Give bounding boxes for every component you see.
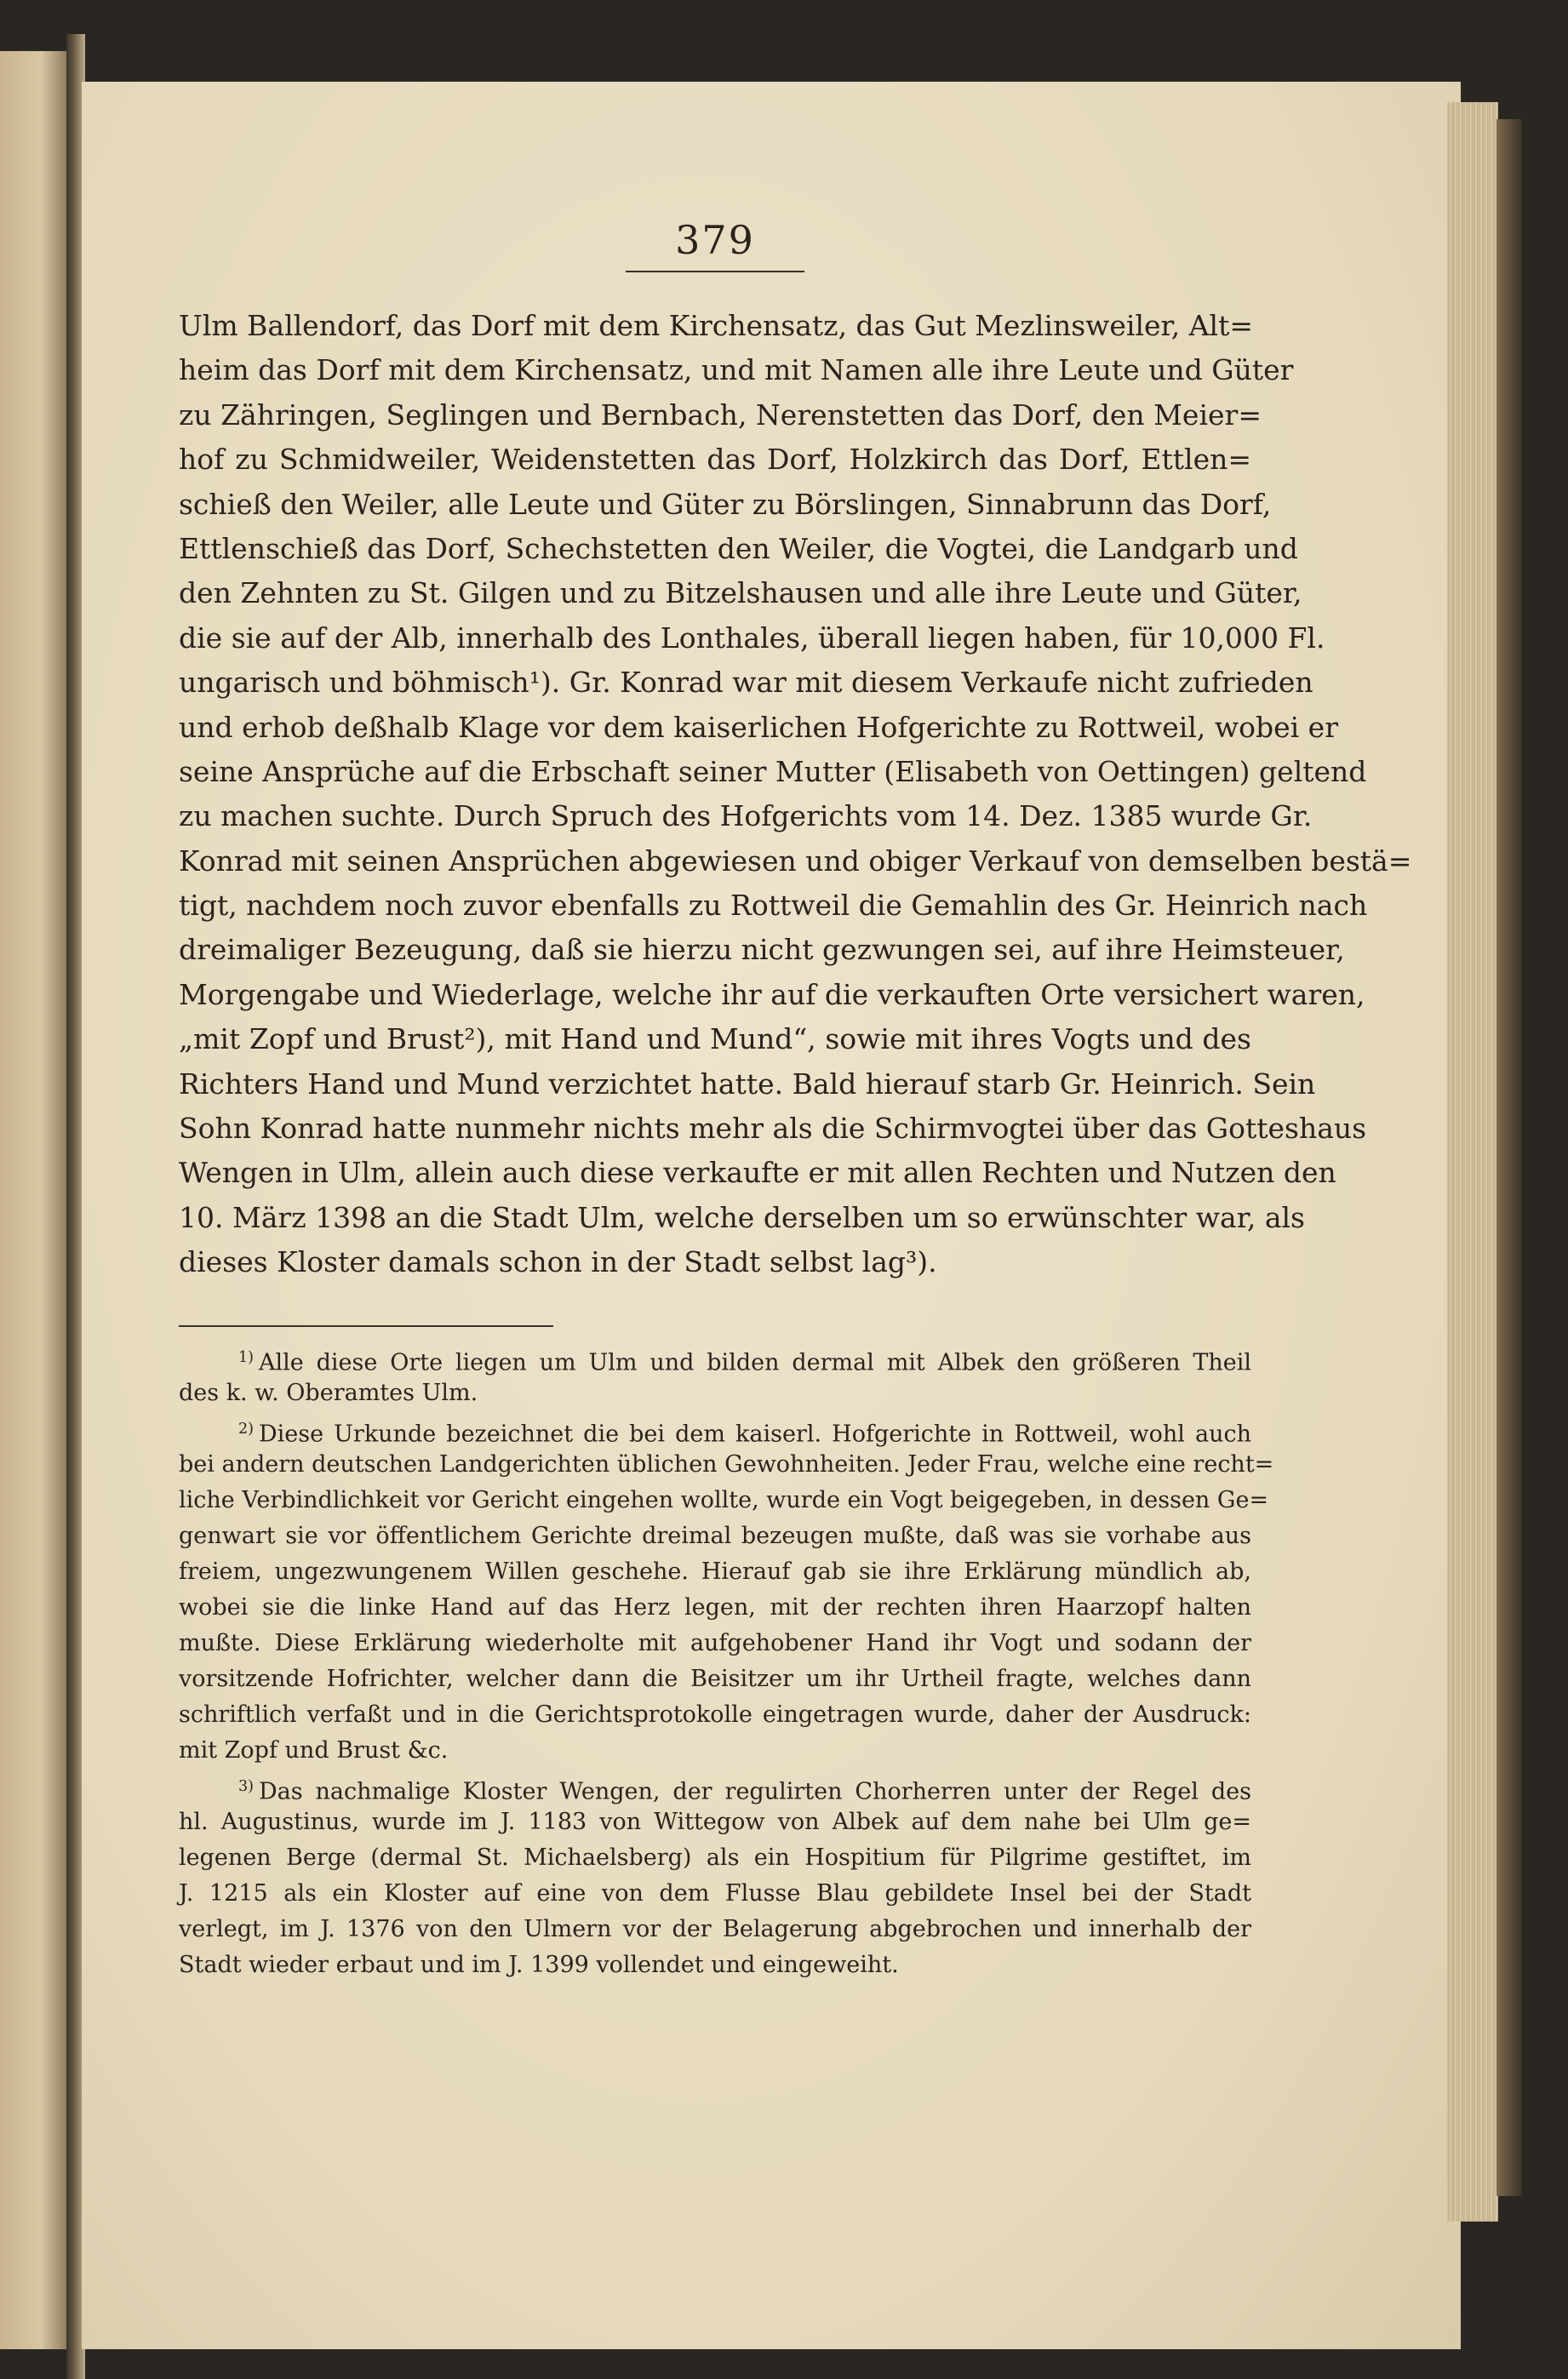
body-line: ungarisch und böhmisch¹). Gr. Konrad war mit diesem Verkaufe nicht zufrieden: [179, 666, 1313, 700]
body-line: zu Zähringen, Seglingen und Bernbach, Nerenstetten das Dorf, den Meier=: [179, 397, 1262, 432]
body-line: 10. März 1398 an die Stadt Ulm, welche derselben um so erwünschter war, als: [179, 1200, 1305, 1234]
footnote-line: mußte. Diese Erklärung wiederholte mit aufgehobener Hand ihr Vogt und sodann der: [179, 1630, 1251, 1656]
footnote-line: wobei sie die linke Hand auf das Herz legen, mit der rechten ihren Haarzopf halten: [179, 1594, 1251, 1621]
body-line: dreimaliger Bezeugung, daß sie hierzu nicht gezwungen sei, auf ihre Heimsteuer,: [179, 933, 1345, 967]
body-line: die sie auf der Alb, innerhalb des Lonthales, überall liegen haben, für 10,000 Fl.: [179, 620, 1325, 655]
body-line: tigt, nachdem noch zuvor ebenfalls zu Rottweil die Gemahlin des Gr. Heinrich nach: [179, 889, 1368, 923]
footnotes: [179, 1340, 1274, 1983]
page-stack-edges: [1447, 102, 1498, 2222]
body-line: „mit Zopf und Brust²), mit Hand und Mund“, sowie mit ihres Vogts und des: [179, 1022, 1251, 1056]
body-line: zu machen suchte. Durch Spruch des Hofgerichts vom 14. Dez. 1385 wurde Gr.: [179, 799, 1313, 833]
body-text: [179, 304, 1412, 1285]
footnote-line: vorsitzende Hofrichter, welcher dann die Beisitzer um ihr Urtheil fragte, welches dann: [179, 1666, 1251, 1692]
body-line: Sohn Konrad hatte nunmehr nichts mehr als die Schirmvogtei über das Gotteshaus: [179, 1112, 1367, 1146]
footnote-line: legenen Berge (dermal St. Michaelsberg) als ein Hospitium für Pilgrime gestiftet, im: [179, 1844, 1251, 1871]
footnote-line: J. 1215 als ein Kloster auf eine von dem Flusse Blau gebildete Insel bei der Stadt: [179, 1880, 1251, 1907]
body-line: Ulm Ballendorf, das Dorf mit dem Kirchensatz, das Gut Mezlinsweiler, Alt=: [179, 309, 1253, 342]
footnote-text: Das nachmalige Kloster Wengen, der regulirten Chorherren unter der Regel des: [259, 1778, 1251, 1805]
facing-page-edge: [0, 51, 68, 2349]
footnote-line: schriftlich verfaßt und in die Gerichtsprotokolle eingetragen wurde, daher der Ausdruck:: [179, 1701, 1251, 1728]
body-line: hof zu Schmidweiler, Weidenstetten das Dorf, Holzkirch das Dorf, Ettlen=: [179, 443, 1251, 477]
body-line: Morgengabe und Wiederlage, welche ihr auf die verkauften Orte versichert waren,: [179, 977, 1365, 1011]
body-line: Richters Hand und Mund verzichtet hatte. Bald hierauf starb Gr. Heinrich. Sein: [179, 1067, 1316, 1101]
page-number: 379: [675, 217, 755, 263]
body-line: den Zehnten zu St. Gilgen und zu Bitzelshausen und alle ihre Leute und Güter,: [179, 576, 1302, 610]
body-line: heim das Dorf mit dem Kirchensatz, und mit Namen alle ihre Leute und Güter: [179, 353, 1294, 387]
footnote-marker: 3): [238, 1778, 254, 1795]
footnote-line: [179, 1769, 1251, 1804]
footnote-marker: 1): [238, 1349, 254, 1366]
body-line: Konrad mit seinen Ansprüchen abgewiesen und obiger Verkauf von demselben bestä=: [179, 844, 1412, 878]
book-cover-edge: [1496, 119, 1522, 2196]
body-line: schieß den Weiler, alle Leute und Güter zu Börslingen, Sinnabrunn das Dorf,: [179, 487, 1272, 521]
footnote-line: bei andern deutschen Landgerichten üblichen Gewohnheiten. Jeder Frau, welche eine recht=: [179, 1451, 1274, 1478]
body-line: und erhob deßhalb Klage vor dem kaiserlichen Hofgerichte zu Rottweil, wobei er: [179, 710, 1338, 744]
body-line: Ettlenschieß das Dorf, Schechstetten den Weiler, die Vogtei, die Landgarb und: [179, 531, 1298, 565]
footnote-line: [179, 1340, 1251, 1375]
footnote-line: hl. Augustinus, wurde im J. 1183 von Wittegow von Albek auf dem nahe bei Ulm ge=: [179, 1809, 1251, 1835]
body-line: dieses Kloster damals schon in der Stadt selbst lag³).: [179, 1245, 937, 1279]
footnote-line: mit Zopf und Brust &c.: [179, 1737, 449, 1764]
body-line: seine Ansprüche auf die Erbschaft seiner Mutter (Elisabeth von Oettingen) geltend: [179, 754, 1367, 788]
footnote-rule: [179, 1325, 553, 1327]
footnote-line: freiem, ungezwungenem Willen geschehe. Hierauf gab sie ihre Erklärung mündlich ab,: [179, 1558, 1251, 1585]
footnote-line: [179, 1411, 1251, 1447]
footnote-text: Alle diese Orte liegen um Ulm und bilden dermal mit Albek den größeren Theil: [259, 1349, 1251, 1376]
footnote-line: des k. w. Oberamtes Ulm.: [179, 1380, 478, 1406]
footnote-text: Diese Urkunde bezeichnet die bei dem kaiserl. Hofgerichte in Rottweil, wohl auch: [259, 1421, 1251, 1448]
footnote-marker: 2): [238, 1421, 254, 1438]
body-line: Wengen in Ulm, allein auch diese verkaufte er mit allen Rechten und Nutzen den: [179, 1156, 1336, 1190]
page-number-rule: [626, 271, 804, 272]
footnote-line: Stadt wieder erbaut und im J. 1399 vollendet und eingeweiht.: [179, 1952, 899, 1978]
footnote-line: verlegt, im J. 1376 von den Ulmern vor der Belagerung abgebrochen und innerhalb der: [179, 1916, 1251, 1942]
footnote-line: genwart sie vor öffentlichem Gerichte dreimal bezeugen mußte, daß was sie vorhabe aus: [179, 1523, 1251, 1549]
footnote-line: liche Verbindlichkeit vor Gericht eingehen wollte, wurde ein Vogt beigegeben, in dessen Ge=: [179, 1487, 1269, 1513]
